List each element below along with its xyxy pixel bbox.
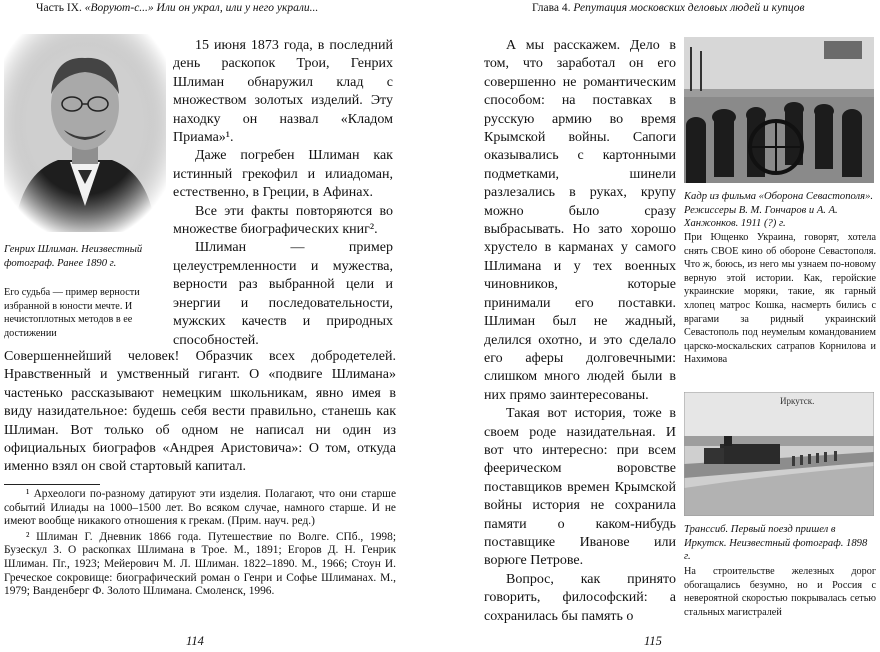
left-header-part: Часть IX. xyxy=(36,2,82,14)
photo1-note: При Ющенко Украина, говорят, хотела снять СВОЕ кино об обороне Севастополя. Что ж, боюсь, из него мы узнаем по-новому верную этой истории. Как, геройские украинские моряки, такие, як гарный хлопец матрос Кошка, насмерть бились с врагами за ридный украинский Севастополь под неумелым командованием царско-москальских сатрапов Корнилова и Нахимова xyxy=(684,232,876,366)
portrait-note: Его судьба — пример верности избранной в юности мечте. И нечистоплотных методов в ее достижении xyxy=(4,287,140,339)
paragraph: Такая вот история, тоже в своем роде назидательная. И вот что интересно: при всем феерическом воровстве поставщиков времен Крымской войны история не сохранила памяти о каком-нибудь поставщике Иванове или ворюге Петрове. xyxy=(484,406,676,569)
photo1-caption: Кадр из фильма «Оборона Севастополя». Режиссеры В. М. Гончаров и А. А. Ханжонков. 1911 (?) г. xyxy=(684,191,874,229)
photo2-title: Иркутск. xyxy=(780,396,815,406)
paragraph: Все эти факты повторяются во множестве биографических книг². xyxy=(173,203,393,238)
page-number-right: 115 xyxy=(644,634,662,648)
right-column-text xyxy=(484,37,676,626)
paragraph: 15 июня 1873 года, в последний день раскопок Трои, Генрих Шлиман обнаружил клад с множеством золотых изделий. Эту находку он назвал «Кладом Приама»¹. xyxy=(173,38,393,146)
footnote-1: ¹ Археологи по-разному датируют эти изделия. Полагают, что они старше событий Илиады на 1000–1500 лет. Во всяком случае, намного старше. И не имеют вообще никакого отношения к грекам. (Прим. науч. ред.) xyxy=(4,488,396,528)
page-number-left: 114 xyxy=(186,634,204,648)
left-column-text xyxy=(173,37,393,350)
right-page xyxy=(440,0,880,652)
right-header-part: Глава 4. xyxy=(532,2,571,14)
footnote-2: ² Шлиман Г. Дневник 1866 года. Путешествие по Волге. СПб., 1998; Бузескул З. О раскопках Шлимана в Трое. М., 1891; Егоров Д. Н. Генрик Шлиман. Пг., 1923; Мейерович М. Л. Шлиман. 1822–1890. М., 1966; Стоун И. Греческое сокровище: биографический роман о Генри и Софье Шлиманах. М., 1979; Ванденберг Ф. Золото Шлимана. Смоленск, 1996. xyxy=(4,530,396,598)
paragraph: Даже погребен Шлиман как истинный грекофил и илиадоман, естественно, в Греции, в Афинах. xyxy=(173,148,393,201)
photo2-note: На строительстве железных дорог обогащались безумно, но и Россия с невероятной скоростью покрывалась сетью стальных магистралей xyxy=(684,566,876,618)
paragraph: А мы расскажем. Дело в том, что заработал он его совершенно не романтическим способом: на поставках в русскую армию во время Крымской войны. Сапоги оказывались с картонными подметками, шинели разлезались в руках, крупу можно было сразу выбрасывать. Но зато хорошо хрустело в карманах у самого Шлимана и у тех военных чиновников, которые принимали его поставки. Шлиман был не жадный, делился охотно, и это сделало его аферы долговечными: слишком много людей были в них прямо заинтересованы. xyxy=(484,38,676,403)
schliemann-portrait xyxy=(4,34,166,232)
right-running-header xyxy=(532,2,805,14)
right-header-title: Репутация московских деловых людей и купцов xyxy=(570,2,805,14)
left-header-title: «Воруют-с...» Или он украл, или у него украли... xyxy=(81,2,319,14)
paragraph: Вопрос, как принято говорить, философский: а сохранилась бы память о xyxy=(484,571,676,624)
footnotes xyxy=(4,484,396,601)
left-running-header xyxy=(36,2,318,14)
paragraph: Шлиман — пример целеустремленности и мужества, верности раз выбранной цели и энергии и последовательности, мужских качеств и природных способностей. xyxy=(173,240,393,348)
footnote-divider xyxy=(4,484,100,485)
sevastopol-film-still xyxy=(684,37,874,183)
paragraph: Совершеннейший человек! Образчик всех добродетелей. Нравственный и умственный гигант. О «подвиге Шлимана» частенько рассказывают немецким школьникам, явно имея в виду назидательное: будешь себя вести правильно, станешь как Шлиман. Вот только об одном не написал ни один из официальных биографов «Андрея Аристовича»: О том, откуда именно взял он свой стартовый капитал. xyxy=(4,349,396,475)
irkutsk-train-photo xyxy=(684,392,874,516)
left-full-width-text xyxy=(4,348,396,477)
photo2-caption: Транссиб. Первый поезд пришел в Иркутск. Неизвестный фотограф. 1898 г. xyxy=(684,524,868,562)
portrait-caption: Генрих Шлиман. Неизвестный фотограф. Ранее 1890 г. xyxy=(4,244,143,269)
